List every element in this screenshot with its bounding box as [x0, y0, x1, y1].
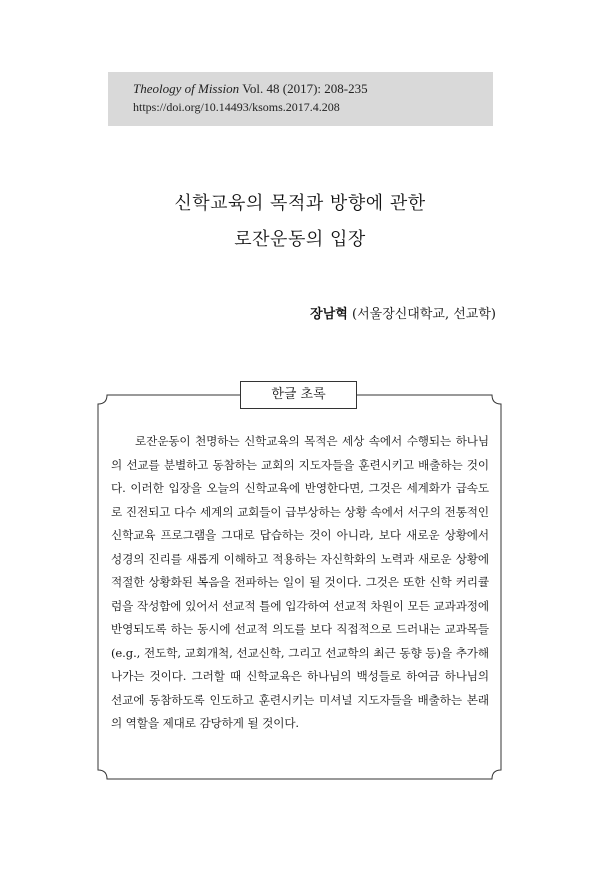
author-name: 장남혁: [310, 307, 348, 322]
abstract-label: 한글 초록: [240, 381, 357, 409]
abstract-body: 로잔운동이 천명하는 신학교육의 목적은 세상 속에서 수행되는 하나님의 선교를 분별하고 동참하는 교회의 지도자들을 훈련시키고 배출하는 것이다. 이러한 입장을 오늘의 신학교육에 반영한다면, 그것은 세계화가 급속도로 진전되고 다수 세계의 교회들이 급부상하는 상황 속에서 서구의 전통적인 신학교육 프로그램을 그대로 답습하는 것이 아니라, 보다 새로운 상황에서 성경의 진리를 새롭게 이해하고 적용하는 자신학화의 노력과 새로운 상황에 적절한 상황화된 복음을 전파하는 일이 될 것이다. 그것은 또한 신학 커리큘럼을 작성함에 있어서 선교적 틀에 입각하여 선교적 차원이 모든 교과과정에 반영되도록 하는 동시에 선교적 의도를 보다 직접적으로 드러내는 교과목들(e.g., 전도학, 교회개척, 선교신학, 그리고 선교학의 최근 동향 등)을 추가해 나가는 것이다. 그러할 때 신학교육은 하나님의 백성들로 하여금 하나님의 선교에 동참하도록 인도하고 훈련시키는 미셔널 지도자들을 배출하는 본래의 역할을 제대로 감당하게 될 것이다.: [111, 434, 489, 730]
volume-info: Vol. 48 (2017): 208-235: [242, 81, 368, 96]
author-affiliation: (서울장신대학교, 선교학): [352, 307, 496, 322]
journal-citation: [133, 81, 368, 97]
journal-name: Theology of Mission: [133, 81, 240, 96]
doi-link[interactable]: https://doi.org/10.14493/ksoms.2017.4.208: [133, 100, 340, 114]
paper-title-line2: 로잔운동의 입장: [234, 229, 366, 250]
author-line: [310, 303, 496, 322]
paper-title-line1: 신학교육의 목적과 방향에 관한: [174, 193, 426, 214]
